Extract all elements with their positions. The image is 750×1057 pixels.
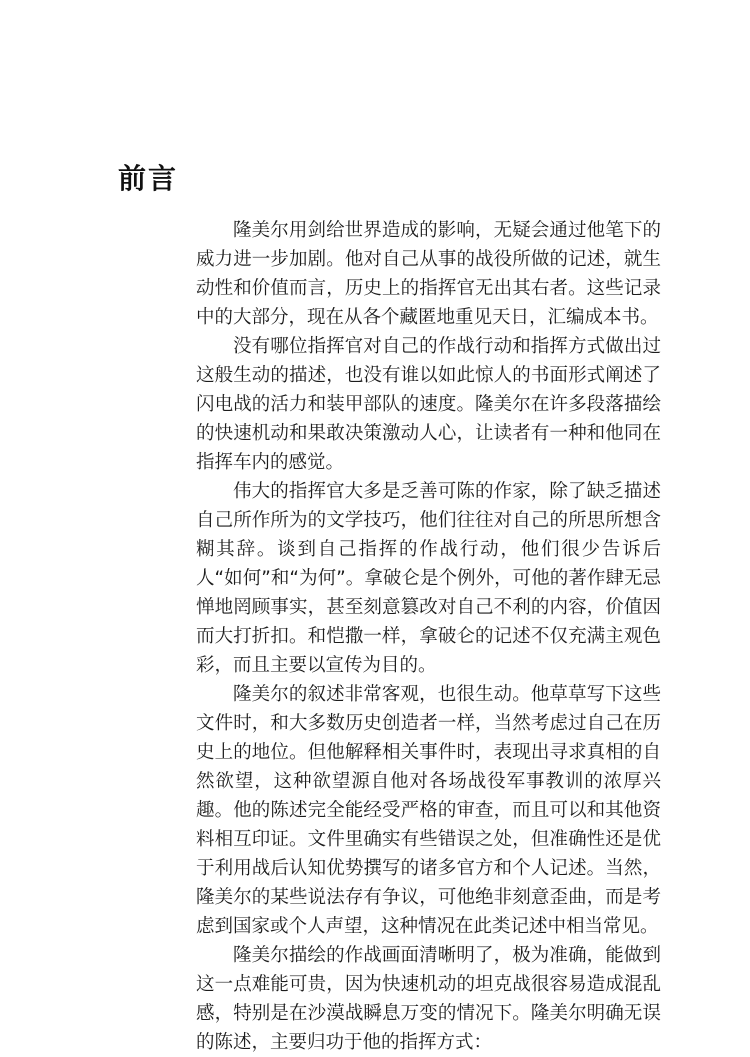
body-text: [196, 216, 661, 1057]
chapter-heading: 前言: [118, 161, 179, 195]
paragraph-3: 伟大的指挥官大多是乏善可陈的作家，除了缺乏描述自己所作所为的文学技巧，他们往往对自己的所思所想含糊其辞。谈到自己指挥的作战行动，他们很少告诉后人“如何”和“为何”。拿破仑是个例外，可他的著作肆无忌惮地罔顾事实，甚至刻意篡改对自己不利的内容，价值因而大打折扣。和恺撒一样，拿破仑的记述不仅充满主观色彩，而且主要以宣传为目的。: [196, 481, 661, 676]
paragraph-1: 隆美尔用剑给世界造成的影响，无疑会通过他笔下的威力进一步加剧。他对自己从事的战役所做的记述，就生动性和价值而言，历史上的指挥官无出其右者。这些记录中的大部分，现在从各个藏匿地重见天日，汇编成本书。: [196, 220, 661, 328]
paragraph-4: 隆美尔的叙述非常客观，也很生动。他草草写下这些文件时，和大多数历史创造者一样，当然考虑过自己在历史上的地位。但他解释相关事件时，表现出寻求真相的自然欲望，这种欲望源自他对各场战役军事教训的浓厚兴趣。他的陈述完全能经受严格的审查，而且可以和其他资料相互印证。文件里确实有些错误之处，但准确性还是优于利用战后认知优势撰写的诸多官方和个人记述。当然，隆美尔的某些说法存有争议，可他绝非刻意歪曲，而是考虑到国家或个人声望，这种情况在此类记述中相当常见。: [196, 684, 661, 937]
paragraph-2: 没有哪位指挥官对自己的作战行动和指挥方式做出过这般生动的描述，也没有谁以如此惊人的书面形式阐述了闪电战的活力和装甲部队的速度。隆美尔在许多段落描绘的快速机动和果敢决策激动人心，让读者有一种和他同在指挥车内的感觉。: [196, 336, 661, 473]
paragraph-5: 隆美尔描绘的作战画面清晰明了，极为准确，能做到这一点难能可贵，因为快速机动的坦克战很容易造成混乱感，特别是在沙漠战瞬息万变的情况下。隆美尔明确无误的陈述，主要归功于他的指挥方式：: [196, 945, 661, 1053]
